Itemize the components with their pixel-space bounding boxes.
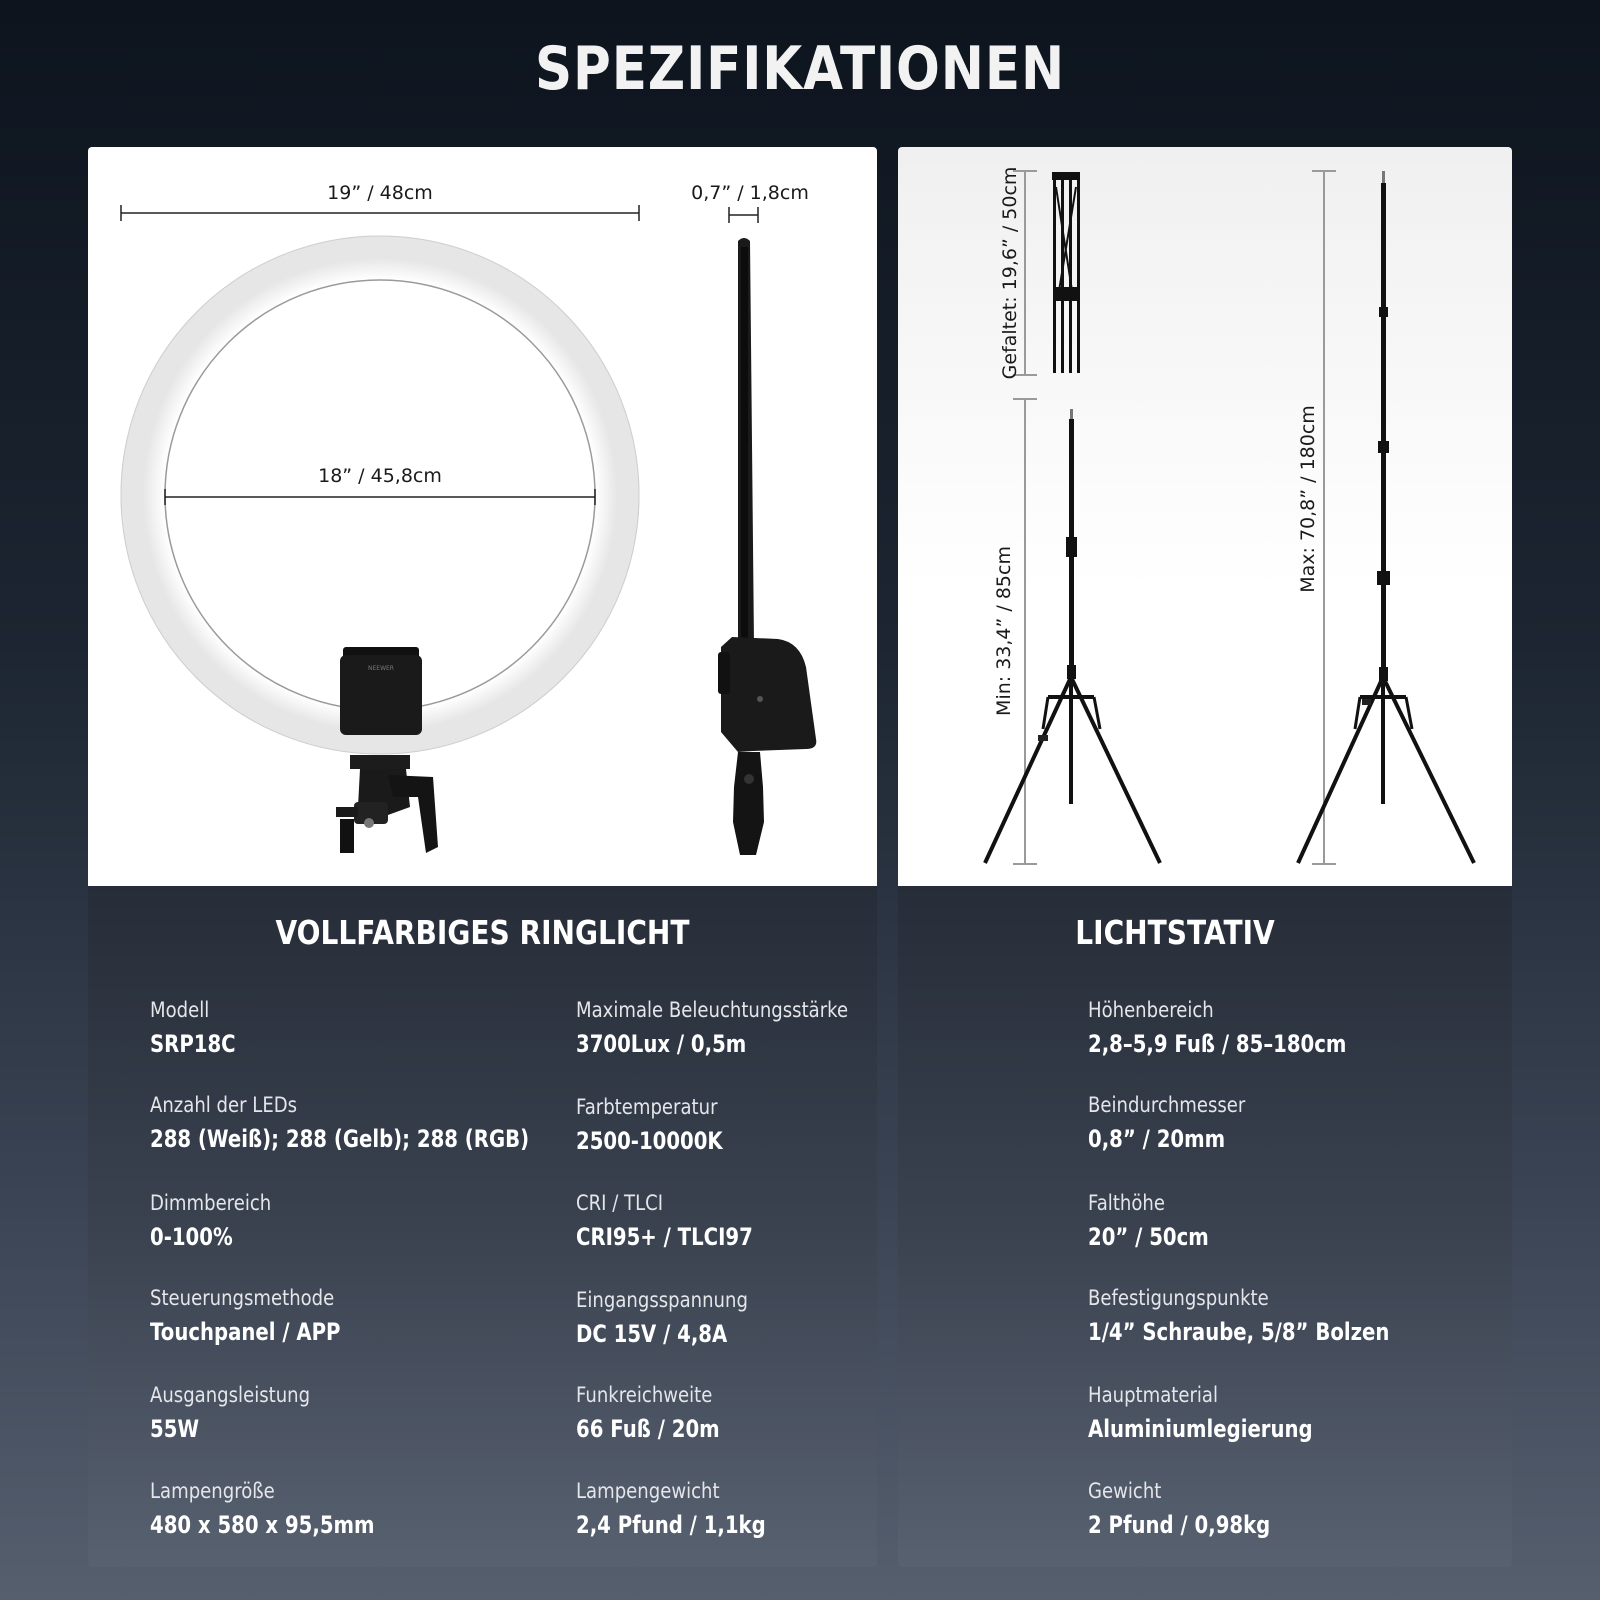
inner-diameter-label: 18” / 45,8cm xyxy=(318,465,442,487)
ring-light-illustration xyxy=(88,147,877,886)
light-stand-image-area xyxy=(898,147,1512,886)
page-title: SPEZIFIKATIONEN xyxy=(534,34,1065,104)
spec-label: Befestigungspunkte xyxy=(1088,1286,1269,1310)
spec-value: Touchpanel / APP xyxy=(150,1318,341,1346)
spec-label: Funkreichweite xyxy=(576,1383,713,1407)
spec-folded-height xyxy=(1088,1191,1235,1251)
spec-value: 2 Pfund / 0,98kg xyxy=(1088,1511,1271,1539)
spec-modell xyxy=(150,998,254,1058)
spec-led-count xyxy=(150,1093,612,1153)
spec-label: Falthöhe xyxy=(1088,1191,1165,1215)
ring-light-panel xyxy=(88,147,877,1567)
tripod-icon xyxy=(1052,172,1080,373)
spec-cri-tlci xyxy=(576,1191,792,1251)
spec-label: Lampengröße xyxy=(150,1479,275,1503)
folded-height-label: Gefaltet: 19,6” / 50cm xyxy=(999,166,1021,380)
ring-mount xyxy=(336,755,438,853)
spec-value: 480 x 580 x 95,5mm xyxy=(150,1511,375,1539)
spec-value: 3700Lux / 0,5m xyxy=(576,1030,747,1058)
light-stand-spec-area xyxy=(898,886,1512,1567)
outer-diameter-dimension xyxy=(121,182,639,221)
spec-output-power xyxy=(150,1383,336,1443)
light-stand-illustration xyxy=(898,147,1512,886)
spec-value: 2,4 Pfund / 1,1kg xyxy=(576,1511,766,1539)
max-height-label: Max: 70,8” / 180cm xyxy=(1297,405,1319,593)
thickness-label: 0,7” / 1,8cm xyxy=(691,182,809,204)
light-stand-panel xyxy=(898,147,1512,1567)
spec-input-voltage xyxy=(576,1288,776,1348)
spec-value: CRI95+ / TLCI97 xyxy=(576,1223,753,1251)
ring-light-spec-area xyxy=(88,886,877,1567)
spec-label: Modell xyxy=(150,998,210,1022)
spec-value: 66 Fuß / 20m xyxy=(576,1415,720,1443)
outer-diameter-label: 19” / 48cm xyxy=(327,182,433,204)
spec-value: 55W xyxy=(150,1415,200,1443)
spec-label: Lampengewicht xyxy=(576,1479,720,1503)
spec-color-temp xyxy=(576,1095,755,1155)
spec-dimming xyxy=(150,1191,291,1251)
spec-stand-weight xyxy=(1088,1479,1310,1539)
spec-wireless-range xyxy=(576,1383,751,1443)
spec-max-lux xyxy=(576,998,877,1058)
spec-label: Maximale Beleuchtungsstärke xyxy=(576,998,849,1022)
spec-lamp-size xyxy=(150,1479,424,1539)
inner-diameter-dimension xyxy=(165,465,595,505)
folded-height-dimension xyxy=(999,167,1037,380)
spec-value: 0,8” / 20mm xyxy=(1088,1125,1226,1153)
max-height-dimension xyxy=(1297,171,1336,864)
spec-label: Gewicht xyxy=(1088,1479,1162,1503)
spec-label: CRI / TLCI xyxy=(576,1191,664,1215)
spec-material xyxy=(1088,1383,1362,1443)
spec-label: Steuerungsmethode xyxy=(150,1286,335,1310)
control-box xyxy=(340,647,422,735)
spec-height-range xyxy=(1088,998,1403,1058)
spec-label: Hauptmaterial xyxy=(1088,1383,1219,1407)
spec-label: Eingangsspannung xyxy=(576,1288,748,1312)
ring-light-side-icon xyxy=(691,182,816,855)
spec-value: SRP18C xyxy=(150,1030,236,1058)
ring-light-section-title: VOLLFARBIGES RINGLICHT xyxy=(275,913,690,952)
spec-value: 0-100% xyxy=(150,1223,233,1251)
spec-label: Beindurchmesser xyxy=(1088,1093,1246,1117)
spec-value: 2500-10000K xyxy=(576,1127,723,1155)
spec-value: 288 (Weiß); 288 (Gelb); 288 (RGB) xyxy=(150,1125,530,1153)
spec-label: Ausgangsleistung xyxy=(150,1383,311,1407)
brand-label: NEEWER xyxy=(368,665,394,672)
min-height-label: Min: 33,4” / 85cm xyxy=(993,546,1015,716)
spec-lamp-weight xyxy=(576,1479,807,1539)
light-stand-section-title: LICHTSTATIV xyxy=(1075,913,1275,952)
spec-label: Farbtemperatur xyxy=(576,1095,718,1119)
spec-value: 20” / 50cm xyxy=(1088,1223,1209,1251)
spec-leg-diameter xyxy=(1088,1093,1271,1153)
spec-label: Dimmbereich xyxy=(150,1191,272,1215)
spec-value: 2,8–5,9 Fuß / 85–180cm xyxy=(1088,1030,1347,1058)
spec-value: 1/4” Schraube, 5/8” Bolzen xyxy=(1088,1318,1390,1346)
spec-mounting-points xyxy=(1088,1286,1456,1346)
spec-control xyxy=(150,1286,382,1346)
spec-label: Höhenbereich xyxy=(1088,998,1214,1022)
spec-value: DC 15V / 4,8A xyxy=(576,1320,728,1348)
spec-value: Aluminiumlegierung xyxy=(1088,1415,1313,1443)
ring-light-image-area xyxy=(88,147,877,886)
spec-label: Anzahl der LEDs xyxy=(150,1093,298,1117)
